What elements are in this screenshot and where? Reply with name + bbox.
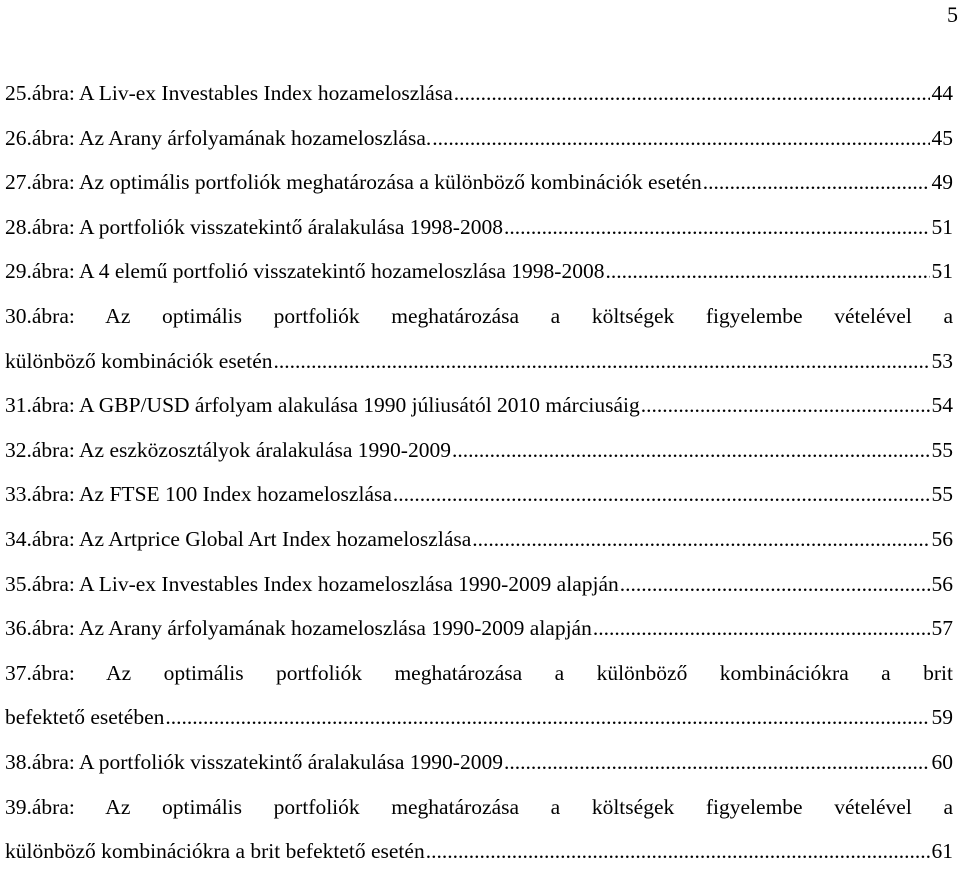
- toc-entry-page: 55: [931, 482, 953, 507]
- toc-entry-30[interactable]: [5, 339, 953, 384]
- dot-leader: [620, 562, 930, 607]
- dot-leader: [472, 517, 929, 562]
- dot-leader: [703, 160, 930, 205]
- toc-entry-label: 36.ábra: Az Arany árfolyamának hozameloszlása 1990-2009 alapján: [5, 616, 592, 641]
- dot-leader: [452, 428, 930, 473]
- toc-entry-36[interactable]: [5, 606, 953, 651]
- toc-entry-page: 57: [931, 616, 953, 641]
- dot-leader: [504, 740, 930, 785]
- toc-entry-30-line1[interactable]: 30.ábra: Az optimális portfoliók meghatározása a költségek figyelembe vételével a: [5, 303, 953, 328]
- toc-entry-page: 60: [931, 749, 953, 774]
- toc-entry-label: 38.ábra: A portfoliók visszatekintő áralakulása 1990-2009: [5, 749, 503, 774]
- toc-entry-label: 26.ábra: Az Arany árfolyamának hozameloszlása.: [5, 125, 432, 150]
- toc-entry-page: 51: [931, 214, 953, 239]
- page-number: 5: [947, 2, 958, 27]
- dot-leader: [432, 116, 929, 161]
- dot-leader: [605, 249, 929, 294]
- toc-entry-page: 51: [931, 259, 953, 284]
- toc-entry-page: 61: [931, 839, 953, 864]
- toc-entry-label: különböző kombinációkra a brit befektető esetén: [5, 839, 425, 864]
- toc-entry-37[interactable]: [5, 695, 953, 740]
- toc-entry-page: 55: [931, 437, 953, 462]
- toc-entry-label: 28.ábra: A portfoliók visszatekintő áralakulása 1998-2008: [5, 214, 503, 239]
- toc-entry-25[interactable]: [5, 71, 953, 116]
- toc-entry-label: 34.ábra: Az Artprice Global Art Index hozameloszlása: [5, 526, 472, 551]
- toc-entry-label: 27.ábra: Az optimális portfoliók meghatározása a különböző kombinációk esetén: [5, 170, 702, 195]
- dot-leader: [641, 383, 930, 428]
- toc-entry-label: 25.ábra: A Liv-ex Investables Index hozameloszlása: [5, 81, 453, 105]
- dot-leader: [504, 205, 930, 250]
- toc-entry-page: 53: [931, 348, 953, 373]
- toc-entry-page: 59: [931, 705, 953, 730]
- toc-entry-page: 49: [931, 170, 953, 195]
- toc-entry-label: különböző kombinációk esetén: [5, 348, 273, 373]
- toc-entry-29[interactable]: [5, 249, 953, 294]
- toc-entry-31[interactable]: [5, 383, 953, 428]
- toc-entry-28[interactable]: [5, 205, 953, 250]
- toc-entry-34[interactable]: [5, 517, 953, 562]
- toc-entry-label: 33.ábra: Az FTSE 100 Index hozameloszlása: [5, 482, 392, 507]
- toc-entry-page: 56: [931, 526, 953, 551]
- toc-entry-27[interactable]: [5, 160, 953, 205]
- toc-entry-page: 45: [931, 125, 953, 150]
- dot-leader: [454, 71, 930, 116]
- toc-entry-label: 35.ábra: A Liv-ex Investables Index hozameloszlása 1990-2009 alapján: [5, 571, 619, 596]
- toc-entry-32[interactable]: [5, 428, 953, 473]
- toc-entry-33[interactable]: [5, 472, 953, 517]
- toc-entry-38[interactable]: [5, 740, 953, 785]
- toc-entry-label: 32.ábra: Az eszközosztályok áralakulása 1990-2009: [5, 437, 451, 462]
- toc-entry-35[interactable]: [5, 562, 953, 607]
- dot-leader: [593, 606, 930, 651]
- dot-leader: [426, 829, 930, 874]
- toc-entry-page: 44: [931, 81, 953, 105]
- toc-entry-label: 29.ábra: A 4 elemű portfolió visszatekintő hozameloszlása 1998-2008: [5, 259, 605, 284]
- list-of-figures: [5, 71, 953, 874]
- toc-entry-page: 56: [931, 571, 953, 596]
- toc-entry-26[interactable]: [5, 116, 953, 161]
- toc-entry-page: 54: [931, 393, 953, 418]
- toc-entry-39[interactable]: [5, 829, 953, 874]
- toc-entry-label: 31.ábra: A GBP/USD árfolyam alakulása 1990 júliusától 2010 márciusáig: [5, 393, 640, 418]
- dot-leader: [165, 695, 929, 740]
- toc-entry-37-line1[interactable]: 37.ábra: Az optimális portfoliók meghatározása a különböző kombinációkra a brit: [5, 660, 953, 685]
- dot-leader: [393, 472, 930, 517]
- toc-entry-39-line1[interactable]: 39.ábra: Az optimális portfoliók meghatározása a költségek figyelembe vételével a: [5, 794, 953, 819]
- toc-entry-label: befektető esetében: [5, 705, 165, 730]
- dot-leader: [274, 339, 930, 384]
